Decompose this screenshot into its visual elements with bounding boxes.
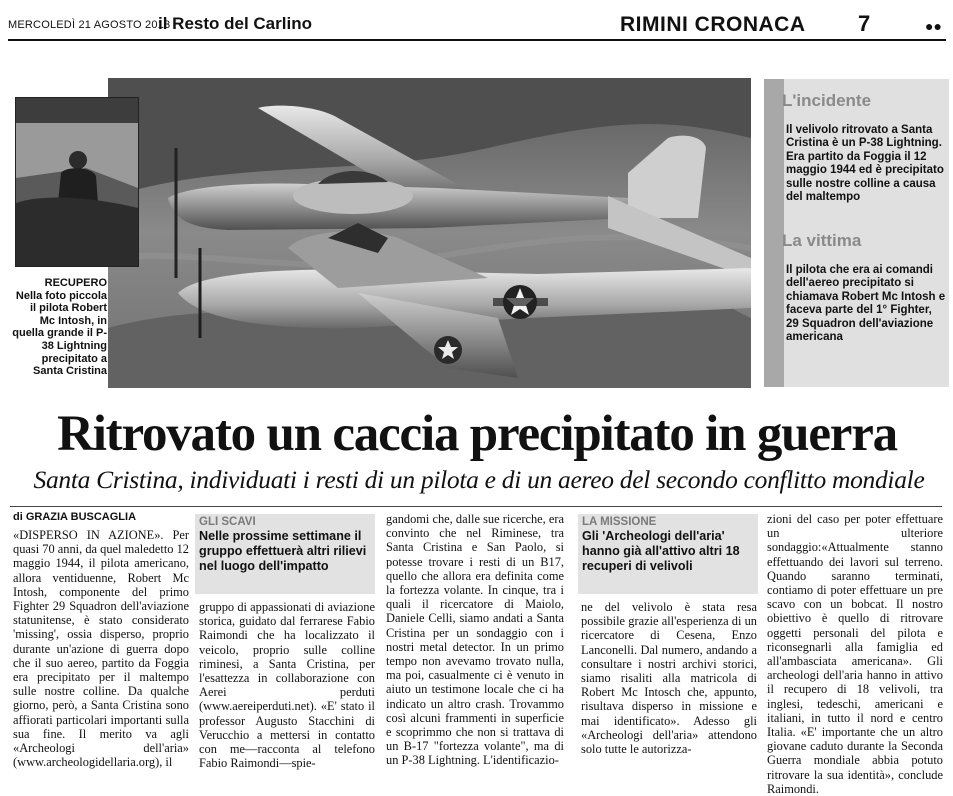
column-1-text: «DISPERSO IN AZIONE». Per quasi 70 anni, da quel maledetto 12 maggio 1944, il pilota americano, allora ventiduenne, Robert Mc Intosh, componente del primo Fighter 29 Squadron dell'aviazione statunitense, è stato considerato 'missing', ossia disperso, proprio durante un'azione di guerra dopo che il suo aereo, partito da Foggia era precipitato per il maltempo sulle nostre colline. Da qualche giorno, però, a Santa Cristina sono affiorati particolari importanti sulla sua fine. Il merito va agli «Archeologi dell'aria» (www.archeologidellaria.org), il <box>13 528 189 770</box>
box-missione-title: Gli 'Archeologi dell'aria' hanno già all'attivo altri 18 recuperi di velivoli <box>582 529 740 573</box>
box-scavi-kicker: GLI SCAVI <box>199 516 256 528</box>
p38-aircraft-illustration <box>108 78 751 388</box>
masthead-section: RIMINI CRONACA <box>620 13 806 36</box>
sidebar-box <box>764 79 949 387</box>
masthead-paper-name: il Resto del Carlino <box>158 14 312 33</box>
masthead-page-number: 7 <box>858 11 871 36</box>
sidebar-victim-heading: La vittima <box>782 231 862 250</box>
column-3-text: gandomi che, dalle sue ricerche, era convinto che nel Riminese, tra Santa Cristina e San Paolo, si potesse trovare i resti di un B17, quello che allora era definita come la fortezza volante. In cinque, tra i quali il ricercatore di Maiolo, Daniele Celli, siamo andati a Santa Cristina per un sondaggio con i nostri metal detector. In un primo tempo non avevamo trovato nulla, ma poi, casualmente ci è venuto in aiuto un testimone locale che ci ha indicato un altro crash. Trovammo così alcuni frammenti in superficie e scoprimmo che non si trattava di un B-17 "fortezza volante", ma di un P-38 Lightning. L'identificazio- <box>386 512 564 768</box>
column-5-text: zioni del caso per poter effettuare un ulteriore sondaggio:«Attualmente stanno effettuando dei lavori sul terreno. Quando saranno terminati, contiamo di poter effettuare un pre scavo con un bobcat. Il nostro obiettivo è quello di ritrovare oggetti personali del pilota e riconsegnarli alla famiglia ed all'ambasciata americana». Gli archeologi dell'aria hanno in attivo il recupero di 18 velivoli, tra inglesi, tedeschi, americani e italiani, in tutto il nord e centro Italia. «E' importante che un altro giovane caduto durante la Seconda Guerra mondiale abbia potuto ritrovare la sua identità», conclude Raimondi. <box>767 512 943 796</box>
box-scavi <box>195 514 375 594</box>
article-subheadline: Santa Cristina, individuati i resti di un pilota e di un aereo del secondo conflitto mondiale <box>33 465 925 494</box>
box-missione-kicker: LA MISSIONE <box>582 516 657 528</box>
sidebar-incident-text: Il velivolo ritrovato a Santa Cristina è un P-38 Lightning. Era partito da Foggia il 12 maggio 1944 ed è precipitato sulle nostre colline a causa del maltempo <box>786 124 944 204</box>
pilot-illustration <box>16 98 138 266</box>
photo-caption-text: Nella foto piccola il pilota Robert Mc Intosh, in quella grande il P-38 Lightning precipitato a Santa Cristina <box>12 289 107 378</box>
box-scavi-title: Nelle prossime settimane il gruppo effettuerà altri rilievi nel luogo dell'impatto <box>199 529 367 573</box>
main-photo-p38 <box>108 78 751 388</box>
column-2-text: gruppo di appassionati di aviazione storica, guidato dal ferrarese Fabio Raimondi che ha localizzato il veicolo, proprio sulle colline riminesi, a Santa Cristina, per l'esattezza in collaborazione con Aerei perduti (www.aereiperduti.net). «E' stato il professor Augusto Stacchini di Verucchio a mettersi in contatto con me—racconta al telefono Fabio Raimondi—spie- <box>199 600 375 771</box>
sidebar-victim-text: Il pilota che era ai comandi dell'aereo precipitato si chiamava Robert Mc Intosh e faceva parte del 1° Fighter, 29 Squadron dell'aviazione americana <box>786 264 946 344</box>
masthead-dots: ●● <box>925 18 942 34</box>
article-headline: Ritrovato un caccia precipitato in guerra <box>57 406 897 462</box>
photo-caption <box>12 277 107 378</box>
photo-caption-lead: RECUPERO <box>44 277 107 289</box>
article-column-2 <box>199 600 375 770</box>
sidebar-accent-bar <box>764 79 784 387</box>
masthead-rule <box>8 39 946 41</box>
sidebar-incident-heading: L'incidente <box>782 91 872 110</box>
article-column-4 <box>581 600 757 756</box>
masthead-date: MERCOLEDÌ 21 AGOSTO 2013 <box>8 19 171 31</box>
article-byline: di GRAZIA BUSCAGLIA <box>13 511 137 523</box>
body-divider <box>10 506 942 507</box>
column-4-text: ne del velivolo è stata resa possibile grazie all'esperienza di un ricercatore di Cesena, Enzo Lanconelli. Dal numero, andando a consultare i nostri archivi storici, siamo risaliti alla matricola di Robert Mc Intosch che, appunto, risultava disperso in missione e mai identificato». Adesso gli «Archeologi dell'aria» attendono solo tutte le autorizza- <box>581 600 757 757</box>
article-column-5 <box>767 512 943 796</box>
box-missione <box>578 514 758 594</box>
article-column-1 <box>13 528 189 769</box>
article-column-3 <box>386 512 564 768</box>
inset-photo-pilot <box>15 97 139 267</box>
